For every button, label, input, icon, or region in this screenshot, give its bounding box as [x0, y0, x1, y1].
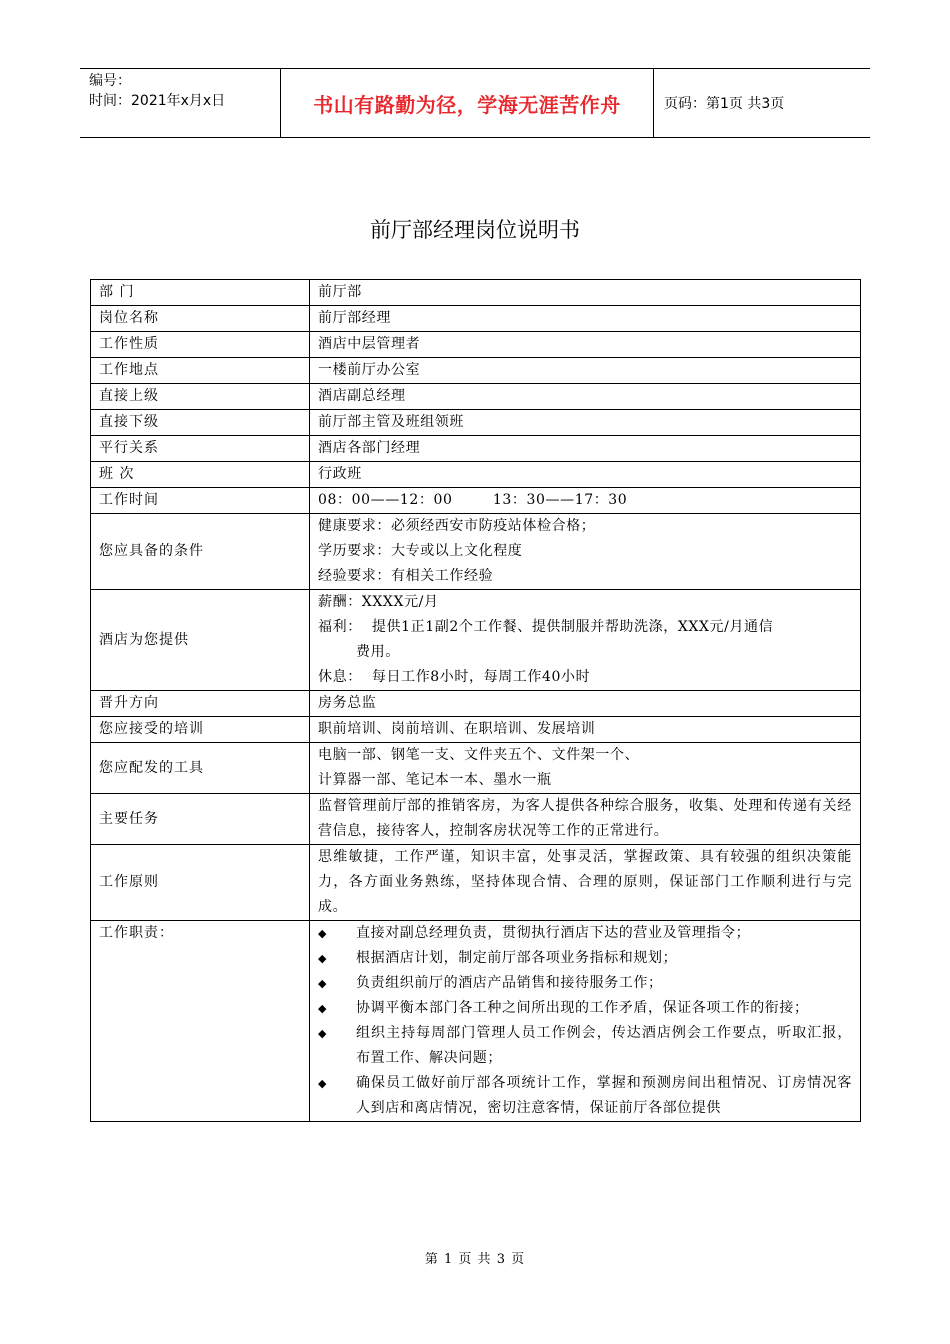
document-header: [80, 68, 870, 138]
row-label: 晋升方向: [91, 691, 310, 717]
duty-item: [318, 921, 852, 946]
duty-text: 根据酒店计划，制定前厅部各项业务指标和规划；: [356, 950, 678, 966]
tools-line: 电脑一部、钢笔一支、文件夹五个、文件架一个、: [318, 747, 640, 763]
duty-item: [318, 1071, 852, 1121]
row-label: 工作职责：: [91, 921, 310, 1122]
row-value: 职前培训、岗前培训、在职培训、发展培训: [310, 717, 861, 743]
duty-item: [318, 996, 852, 1021]
benefit-rest: 休息： 每日工作8小时，每周工作40小时: [318, 669, 591, 685]
table-row: [91, 717, 861, 743]
row-value: 一楼前厅办公室: [310, 358, 861, 384]
table-row: [91, 514, 861, 590]
table-row: [91, 794, 861, 845]
benefit-welfare-cont: 费用。: [356, 644, 400, 660]
table-row: [91, 488, 861, 514]
requirement-line: 健康要求：必须经西安市防疫站体检合格；: [318, 518, 596, 534]
row-label: 您应配发的工具: [91, 743, 310, 794]
table-row: [91, 306, 861, 332]
duty-item: [318, 946, 852, 971]
duty-text: 直接对副总经理负责，贯彻执行酒店下达的营业及管理指令；: [356, 925, 751, 941]
row-value: 思维敏捷，工作严谨，知识丰富，处事灵活，掌握政策、具有较强的组织决策能力，各方面业务熟练，坚持体现合情、合理的原则，保证部门工作顺利进行与完成。: [310, 845, 861, 921]
bullet-icon: ◆: [318, 1002, 328, 1015]
row-value: [310, 921, 861, 1122]
benefit-welfare: 福利： 提供1正1副2个工作餐、提供制服并帮助洗涤，XXX元/月通信: [318, 619, 774, 635]
table-row: [91, 691, 861, 717]
document-number-label: 编号：: [89, 73, 131, 89]
table-row: [91, 743, 861, 794]
duty-text: 协调平衡本部门各工种之间所出现的工作矛盾，保证各项工作的衔接；: [356, 1000, 809, 1016]
table-row: [91, 921, 861, 1122]
header-page-info: 页码：第1页 共3页: [664, 96, 785, 112]
row-label: 工作原则: [91, 845, 310, 921]
row-value: 房务总监: [310, 691, 861, 717]
table-row: [91, 462, 861, 488]
document-date: 时间：2021年x月x日: [89, 93, 226, 109]
benefit-salary: 薪酬：XXXX元/月: [318, 594, 439, 610]
duty-text: 组织主持每周部门管理人员工作例会，传达酒店例会工作要点，听取汇报，布置工作、解决问题；: [356, 1025, 852, 1066]
table-row: [91, 332, 861, 358]
row-label: 您应具备的条件: [91, 514, 310, 590]
row-value: 前厅部经理: [310, 306, 861, 332]
row-label: 岗位名称: [91, 306, 310, 332]
page-title: 前厅部经理岗位说明书: [370, 218, 580, 242]
header-page-cell: [654, 69, 870, 137]
duty-item: [318, 971, 852, 996]
row-label: 直接上级: [91, 384, 310, 410]
table-row: [91, 358, 861, 384]
bullet-icon: ◆: [318, 977, 328, 990]
row-value: [310, 488, 861, 514]
table-row: [91, 384, 861, 410]
header-motto: 书山有路勤为径，学海无涯苦作舟: [313, 92, 621, 117]
row-value: 酒店中层管理者: [310, 332, 861, 358]
requirement-line: 经验要求：有相关工作经验: [318, 568, 494, 584]
bullet-icon: ◆: [318, 927, 328, 940]
table-row: [91, 590, 861, 691]
row-value: [310, 590, 861, 691]
bullet-icon: ◆: [318, 952, 328, 965]
row-value: 前厅部主管及班组领班: [310, 410, 861, 436]
requirement-line: 学历要求：大专或以上文化程度: [318, 543, 523, 559]
table-row: [91, 280, 861, 306]
row-label: 直接下级: [91, 410, 310, 436]
row-value: [310, 514, 861, 590]
duty-text: 确保员工做好前厅部各项统计工作，掌握和预测房间出租情况、订房情况客人到店和离店情况，密切注意客情，保证前厅各部位提供: [356, 1075, 852, 1116]
row-label: 工作性质: [91, 332, 310, 358]
row-label: 您应接受的培训: [91, 717, 310, 743]
row-label: 工作时间: [91, 488, 310, 514]
row-label: 主要任务: [91, 794, 310, 845]
tools-line: 计算器一部、笔记本一本、墨水一瓶: [318, 772, 552, 788]
row-value: 酒店各部门经理: [310, 436, 861, 462]
work-hours: 08：00——12：00 13：30——17：30: [318, 492, 628, 508]
row-value: 酒店副总经理: [310, 384, 861, 410]
table-row: [91, 410, 861, 436]
table-row: [91, 845, 861, 921]
bullet-icon: ◆: [318, 1027, 328, 1040]
row-value: 前厅部: [310, 280, 861, 306]
header-motto-cell: [281, 69, 654, 137]
row-label: 班 次: [91, 462, 310, 488]
row-label: 酒店为您提供: [91, 590, 310, 691]
row-value: 行政班: [310, 462, 861, 488]
row-value: 监督管理前厅部的推销客房，为客人提供各种综合服务，收集、处理和传递有关经营信息，接待客人，控制客房状况等工作的正常进行。: [310, 794, 861, 845]
row-value: [310, 743, 861, 794]
page-footer: 第 1 页 共 3 页: [424, 1252, 526, 1267]
duty-text: 负责组织前厅的酒店产品销售和接待服务工作；: [356, 975, 663, 991]
table-row: [91, 436, 861, 462]
row-label: 工作地点: [91, 358, 310, 384]
row-label: 平行关系: [91, 436, 310, 462]
job-description-table: [90, 279, 861, 1122]
row-label: 部 门: [91, 280, 310, 306]
duty-item: [318, 1021, 852, 1071]
header-meta-cell: [80, 69, 281, 137]
bullet-icon: ◆: [318, 1077, 328, 1090]
